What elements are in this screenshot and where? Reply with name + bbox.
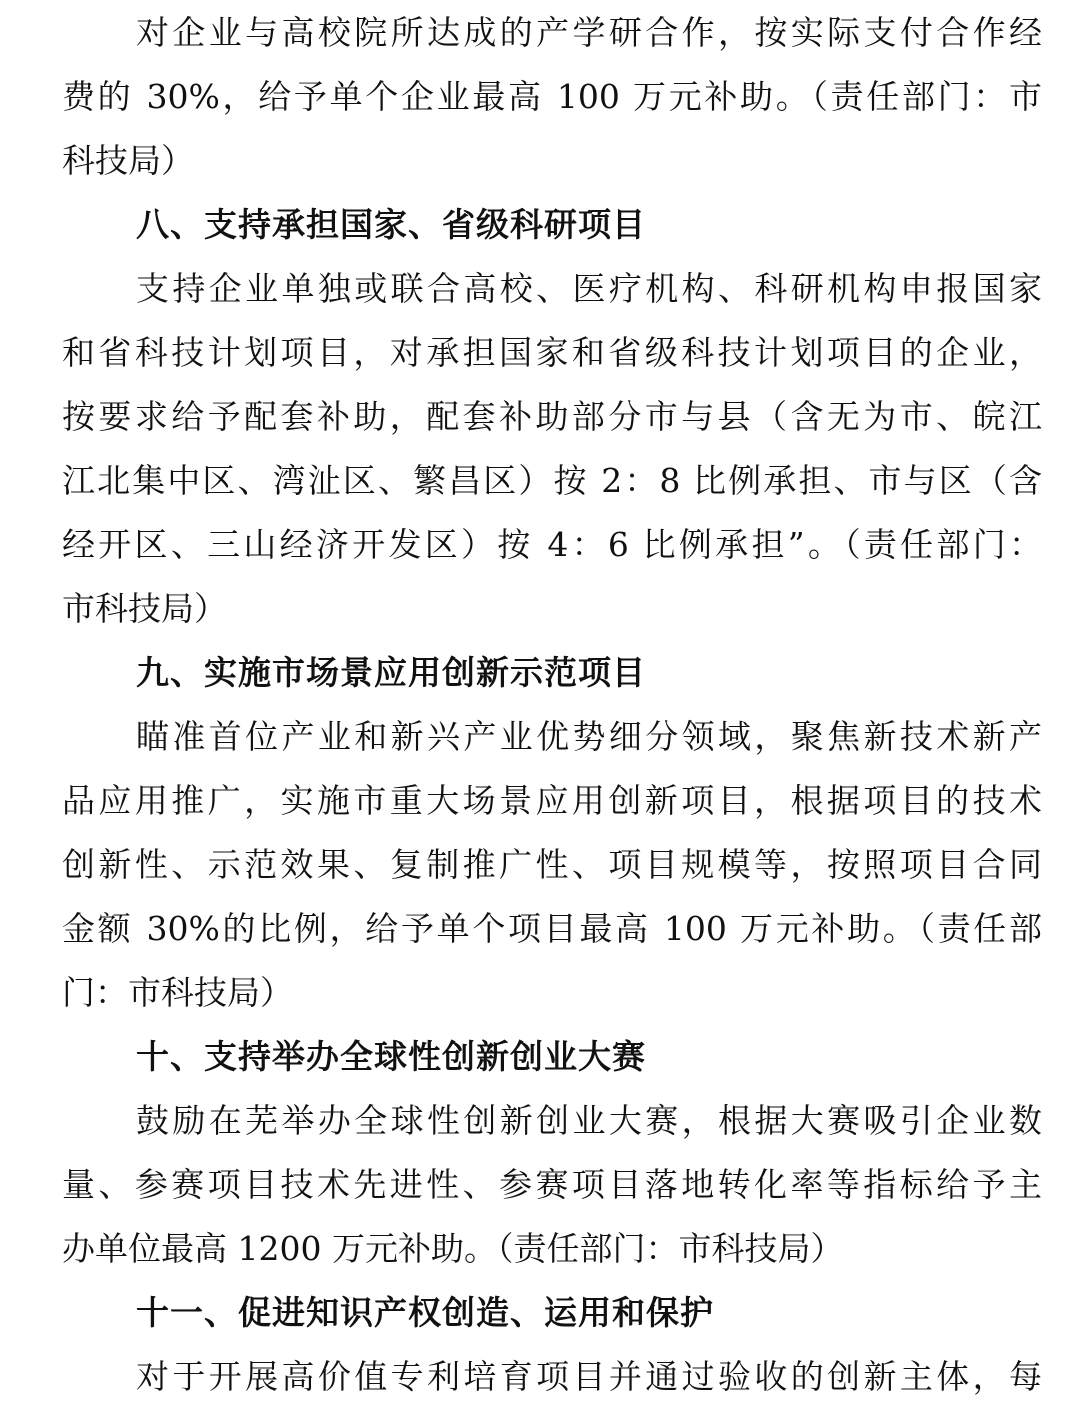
paragraph-line: 经开区、三山经济开发区）按 4：6 比例承担”。（责任部门： bbox=[62, 525, 1042, 564]
paragraph-line: 江北集中区、湾沚区、繁昌区）按 2：8 比例承担、市与区（含 bbox=[62, 461, 1042, 500]
paragraph-line: 市科技局） bbox=[62, 589, 227, 628]
paragraph-line: 量、参赛项目技术先进性、参赛项目落地转化率等指标给予主 bbox=[62, 1165, 1042, 1204]
paragraph-line: 对于开展高价值专利培育项目并通过验收的创新主体，每 bbox=[136, 1357, 1042, 1396]
section-heading: 八、支持承担国家、省级科研项目 bbox=[136, 205, 646, 244]
paragraph-line: 按要求给予配套补助，配套补助部分市与县（含无为市、皖江 bbox=[62, 397, 1042, 436]
paragraph-line: 品应用推广，实施市重大场景应用创新项目，根据项目的技术 bbox=[62, 781, 1042, 820]
paragraph-line: 和省科技计划项目，对承担国家和省级科技计划项目的企业， bbox=[62, 333, 1042, 372]
paragraph-line: 鼓励在芜举办全球性创新创业大赛，根据大赛吸引企业数 bbox=[136, 1101, 1042, 1140]
paragraph-line: 支持企业单独或联合高校、医疗机构、科研机构申报国家 bbox=[136, 269, 1042, 308]
section-heading: 十、支持举办全球性创新创业大赛 bbox=[136, 1037, 646, 1076]
section-heading: 九、实施市场景应用创新示范项目 bbox=[136, 653, 646, 692]
paragraph-line: 瞄准首位产业和新兴产业优势细分领域，聚焦新技术新产 bbox=[136, 717, 1042, 756]
paragraph-line: 科技局） bbox=[62, 141, 194, 180]
paragraph-line: 办单位最高 1200 万元补助。（责任部门：市科技局） bbox=[62, 1229, 844, 1268]
paragraph-line: 门：市科技局） bbox=[62, 973, 293, 1012]
paragraph-line: 费的 30%，给予单个企业最高 100 万元补助。（责任部门：市 bbox=[62, 77, 1042, 116]
paragraph-line: 对企业与高校院所达成的产学研合作，按实际支付合作经 bbox=[136, 13, 1042, 52]
paragraph-line: 创新性、示范效果、复制推广性、项目规模等，按照项目合同 bbox=[62, 845, 1042, 884]
section-heading: 十一、促进知识产权创造、运用和保护 bbox=[136, 1293, 714, 1332]
paragraph-line: 金额 30%的比例，给予单个项目最高 100 万元补助。（责任部 bbox=[62, 909, 1042, 948]
